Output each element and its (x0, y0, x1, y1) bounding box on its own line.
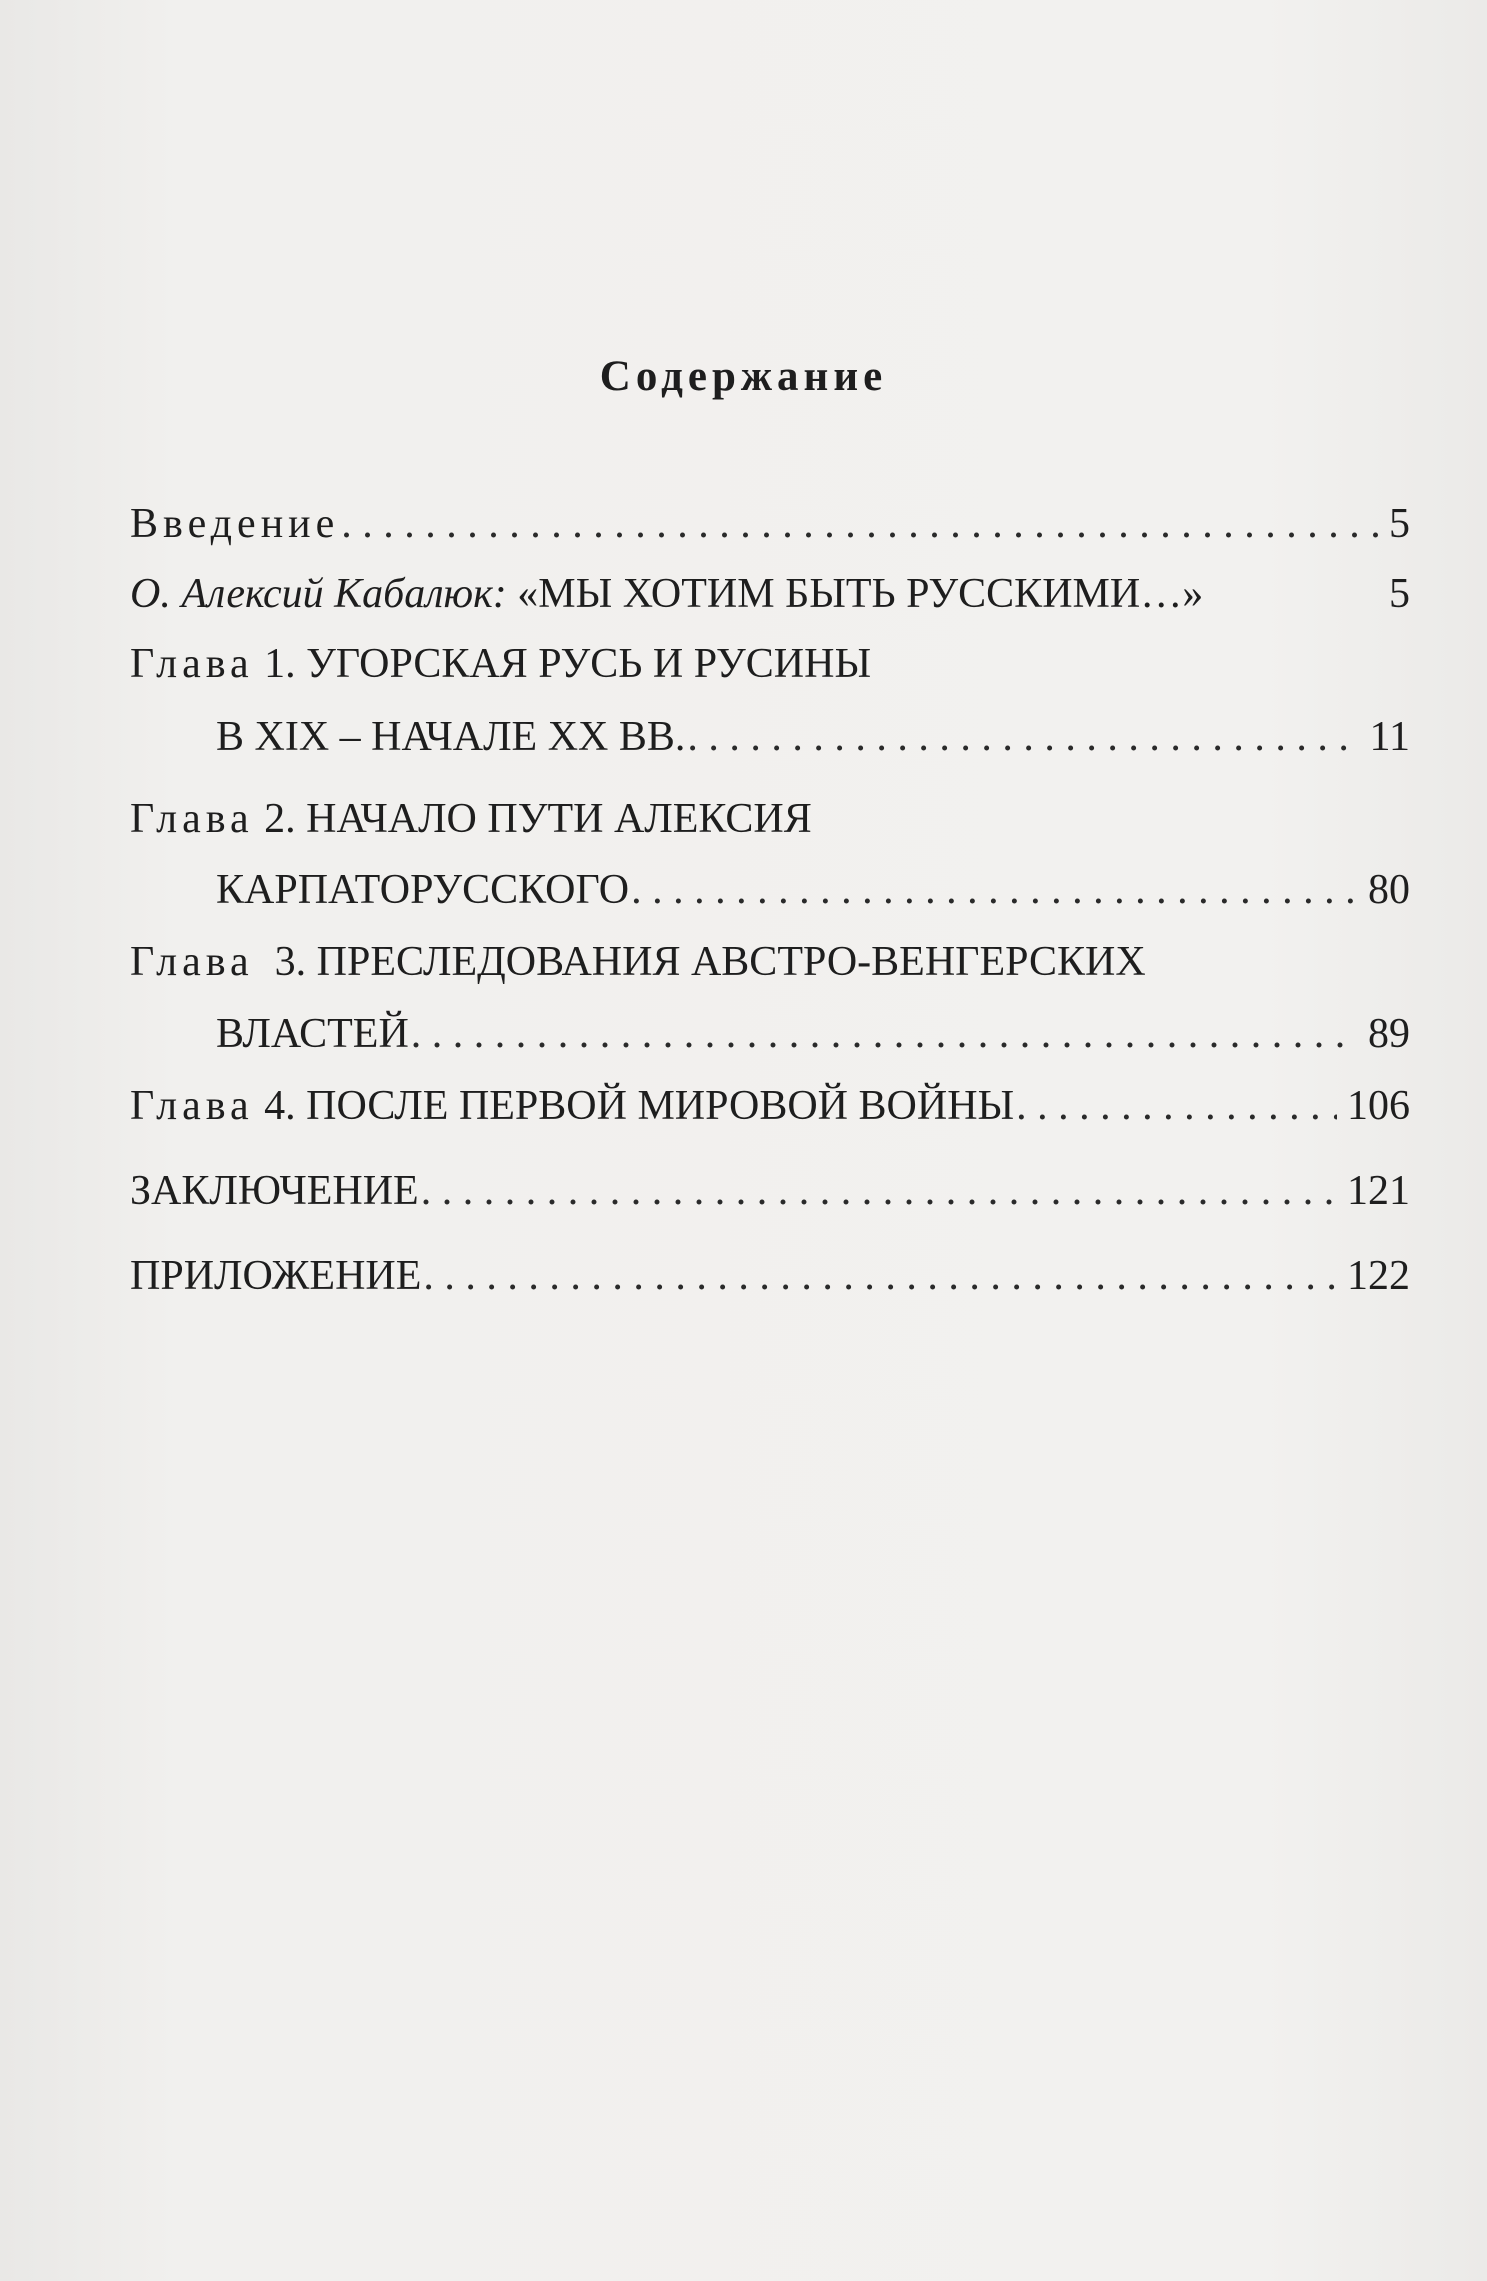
toc-entry-chapter-3[interactable] (130, 938, 1410, 1058)
toc-entry-title-continued: ВЛАСТЕЙ (216, 1011, 409, 1057)
toc-page-number: 11 (1369, 714, 1410, 760)
toc-page-number: 5 (1389, 501, 1410, 547)
toc-chapter-label: Глава (130, 796, 254, 842)
toc-page-number: 121 (1347, 1168, 1410, 1214)
toc-entry-title: ПОСЛЕ ПЕРВОЙ МИРОВОЙ ВОЙНЫ (295, 1083, 1015, 1129)
page-title: Содержание (599, 353, 888, 400)
toc-line (130, 795, 1410, 843)
toc-line (130, 570, 1410, 618)
toc-line (130, 500, 1410, 548)
dot-leader (1016, 1082, 1337, 1130)
toc-entry-kabaluk[interactable] (130, 570, 1410, 618)
toc-line (130, 866, 1410, 914)
toc-line (130, 640, 1410, 688)
dot-leader (421, 1167, 1337, 1215)
toc-entry-title-continued: В XIX – НАЧАЛЕ XX ВВ. (216, 714, 686, 760)
toc-page-number: 122 (1347, 1253, 1410, 1299)
toc-entry-title: ЗАКЛЮЧЕНИЕ (130, 1168, 419, 1214)
toc-line (130, 713, 1410, 761)
toc-chapter-label: Глава (130, 1083, 254, 1129)
toc-page-number: 106 (1347, 1083, 1410, 1129)
toc-entry-title: НАЧАЛО ПУТИ АЛЕКСИЯ (295, 796, 812, 842)
toc-page-number: 89 (1368, 1011, 1410, 1057)
toc-line (130, 938, 1410, 986)
dot-leader (423, 1252, 1337, 1300)
table-of-contents (130, 500, 1410, 1300)
dot-leader (687, 713, 1359, 761)
toc-entry-title: ПРИЛОЖЕНИЕ (130, 1253, 422, 1299)
toc-line (130, 1252, 1410, 1300)
toc-entry-chapter-1[interactable] (130, 640, 1410, 761)
dot-leader (341, 500, 1379, 548)
toc-entry-chapter-2[interactable] (130, 795, 1410, 914)
toc-chapter-label: Глава (130, 641, 254, 687)
toc-entry-author: О. Алексий Кабалюк: (130, 571, 507, 617)
toc-entry-appendix[interactable] (130, 1252, 1410, 1300)
dot-leader (631, 866, 1358, 914)
dot-leader (411, 1010, 1358, 1058)
toc-line (130, 1082, 1410, 1130)
toc-entry-title-continued: КАРПАТОРУССКОГО (216, 867, 630, 913)
toc-chapter-number: 1. (253, 641, 296, 687)
toc-page-number: 5 (1389, 571, 1410, 617)
toc-entry-title: «МЫ ХОТИМ БЫТЬ РУССКИМИ…» (506, 571, 1204, 617)
toc-line (130, 1167, 1410, 1215)
toc-chapter-number: 2. (253, 796, 296, 842)
toc-entry-title: УГОРСКАЯ РУСЬ И РУСИНЫ (295, 641, 872, 687)
toc-chapter-label: Глава (130, 939, 254, 985)
toc-chapter-number: 4. (253, 1083, 296, 1129)
toc-entry-title: Введение (130, 501, 340, 547)
toc-chapter-number: 3. (253, 939, 307, 985)
toc-line (130, 1010, 1410, 1058)
toc-entry-title: ПРЕСЛЕДОВАНИЯ АВСТРО-ВЕНГЕРСКИХ (306, 939, 1146, 985)
toc-entry-conclusion[interactable] (130, 1167, 1410, 1215)
toc-entry-introduction[interactable] (130, 500, 1410, 548)
toc-entry-chapter-4[interactable] (130, 1082, 1410, 1130)
toc-page-number: 80 (1368, 867, 1410, 913)
